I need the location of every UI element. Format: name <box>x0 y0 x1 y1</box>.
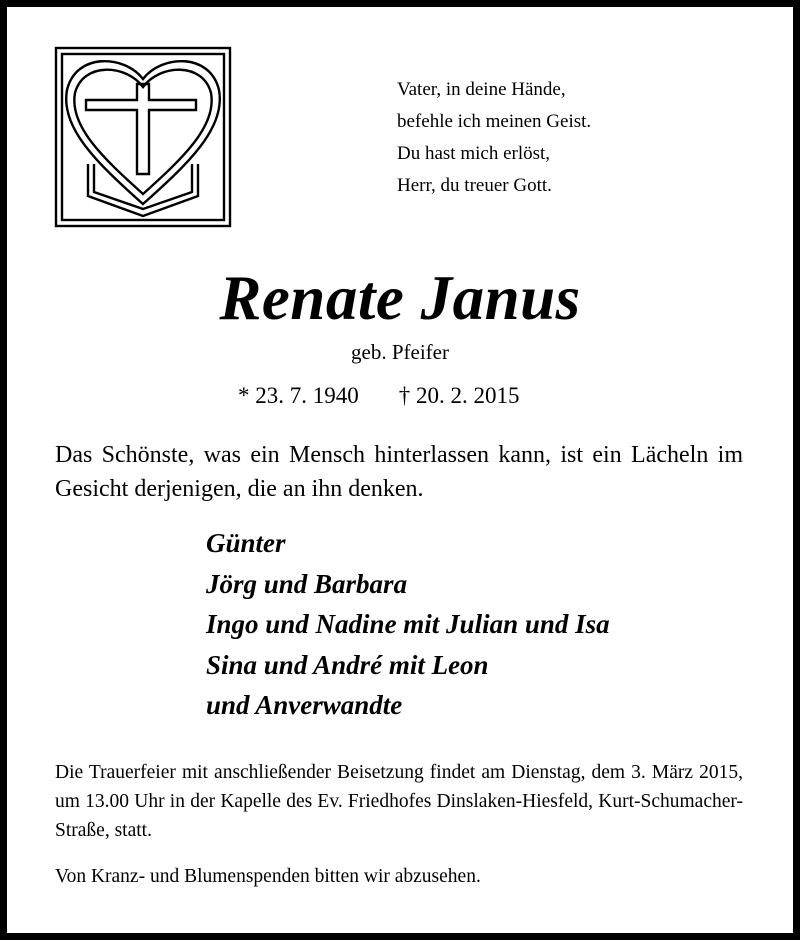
mourner-line: Jörg und Barbara <box>206 568 408 599</box>
mourners-list <box>206 523 610 726</box>
deceased-name: Renate Janus <box>219 263 581 333</box>
verse-line: Herr, du treuer Gott. <box>397 175 552 196</box>
mourner-line: Günter <box>206 528 286 558</box>
bible-verse <box>397 74 591 202</box>
verse-line: Du hast mich erlöst, <box>397 143 551 164</box>
mourner-line: Ingo und Nadine mit Julian und Isa <box>206 609 610 639</box>
maiden-name: geb. Pfeifer <box>351 340 449 364</box>
verse-line: Vater, in deine Hände, <box>397 79 566 100</box>
memorial-quote: Das Schönste, was ein Mensch hinterlassen kann, ist ein Lächeln im Gesicht derjenigen, die an ihn denken. <box>55 442 743 502</box>
flower-donation-note: Von Kranz- und Blumenspenden bitten wir abzusehen. <box>55 866 481 887</box>
mourner-line: Sina und André mit Leon <box>206 649 489 680</box>
birth-date: * 23. 7. 1940 <box>238 383 359 408</box>
death-date: † 20. 2. 2015 <box>398 383 520 408</box>
verse-line: befehle ich meinen Geist. <box>397 111 592 132</box>
mourner-line: und Anverwandte <box>206 690 403 720</box>
life-dates <box>238 380 520 412</box>
funeral-service-info: Die Trauerfeier mit anschließender Beisetzung findet am Dienstag, dem 3. März 2015, um 13.00 Uhr in der Kapelle des Ev. Friedhofes Dinslaken-Hiesfeld, Kurt-Schumacher-Straße, statt. <box>55 762 743 841</box>
faith-hope-love-icon <box>54 46 232 228</box>
